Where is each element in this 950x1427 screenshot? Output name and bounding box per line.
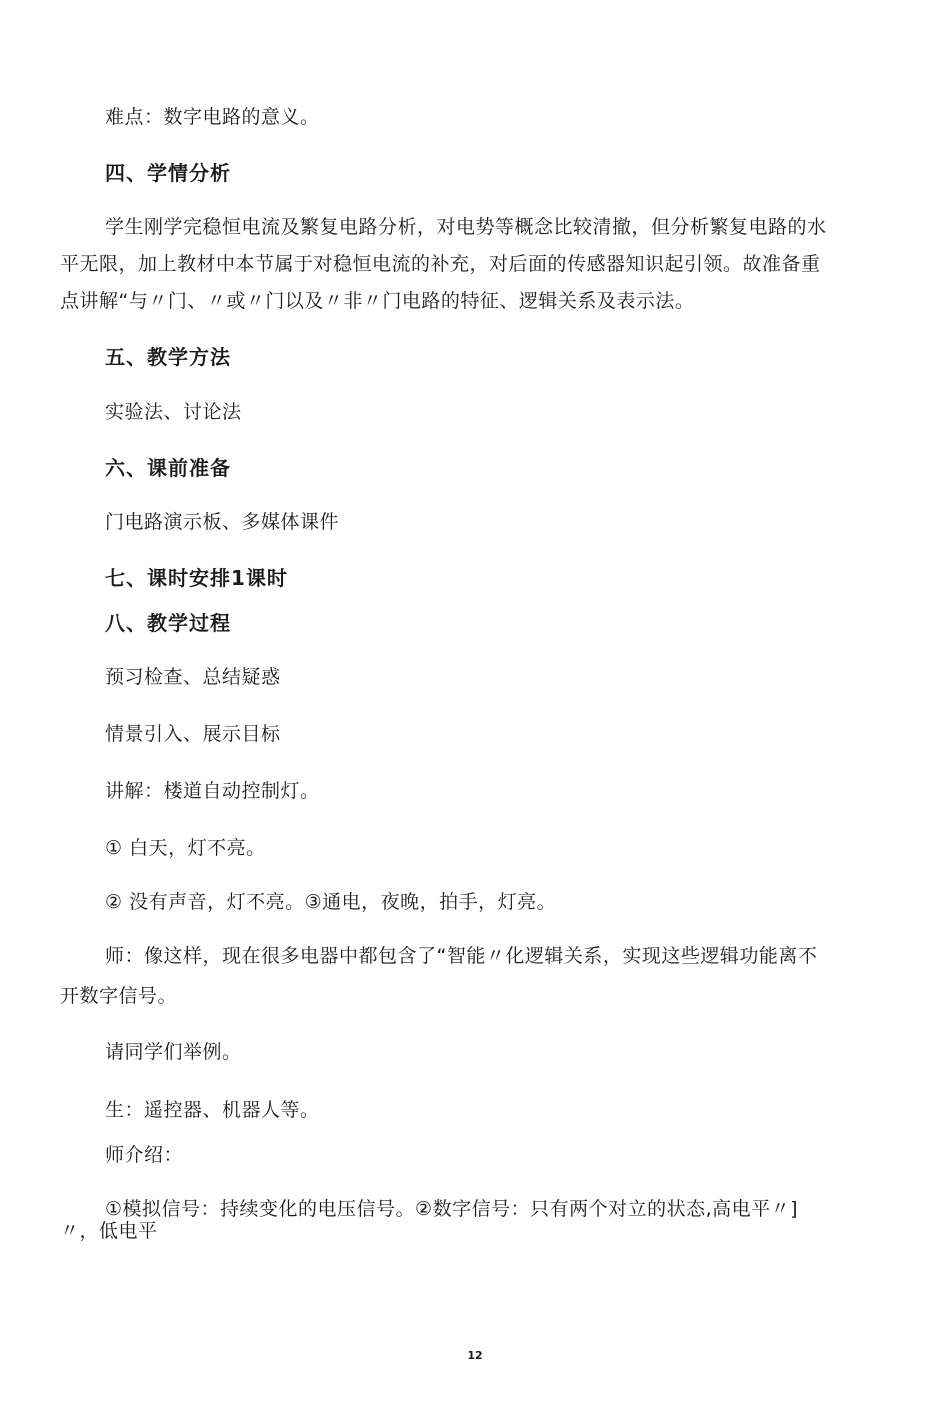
paragraph-line: 平无限，加上教材中本节属于对稳恒电流的补充，对后面的传感器知识起引领。故准备重 xyxy=(60,253,821,275)
teacher-intro-text: 师介绍： xyxy=(105,1144,184,1166)
paragraph-line: ①模拟信号：持续变化的电压信号。②数字信号：只有两个对立的状态,高电平〃] xyxy=(105,1198,799,1220)
section-5-content: 实验法、讨论法 xyxy=(105,401,242,423)
paragraph-line: 师：像这样，现在很多电器中都包含了“智能〃化逻辑关系，实现这些逻辑功能离不 xyxy=(105,945,818,967)
paragraph-line: 点讲解“与〃门、〃或〃门以及〃非〃门电路的特征、逻辑关系及表示法。 xyxy=(60,290,695,312)
paragraph-line: 〃，低电平 xyxy=(60,1220,158,1242)
section-5-heading: 五、教学方法 xyxy=(105,345,231,369)
section-7-heading: 七、课时安排1课时 xyxy=(105,566,288,590)
section-6-heading: 六、课前准备 xyxy=(105,456,231,480)
list-item: ② 没有声音，灯不亮。③通电，夜晚，拍手，灯亮。 xyxy=(105,891,557,913)
process-step-1: 预习检查、总结疑惑 xyxy=(105,666,281,688)
paragraph-line: 学生刚学完稳恒电流及繁复电路分析，对电势等概念比较清撤，但分析繁复电路的水 xyxy=(105,216,827,238)
paragraph-line: 开数字信号。 xyxy=(60,985,178,1007)
page-number: 12 xyxy=(467,1349,483,1362)
process-step-2: 情景引入、展示目标 xyxy=(105,723,281,745)
ask-text: 请同学们举例。 xyxy=(105,1041,242,1063)
explain-text: 讲解：楼道自动控制灯。 xyxy=(105,780,320,802)
section-4-heading: 四、学情分析 xyxy=(105,161,231,185)
section-6-content: 门电路演示板、多媒体课件 xyxy=(105,511,340,533)
list-item: ① 白天，灯不亮。 xyxy=(105,837,266,859)
section-8-heading: 八、教学过程 xyxy=(105,611,231,635)
difficulty-text: 难点：数字电路的意义。 xyxy=(105,106,320,128)
student-text: 生：遥控器、机器人等。 xyxy=(105,1099,320,1121)
